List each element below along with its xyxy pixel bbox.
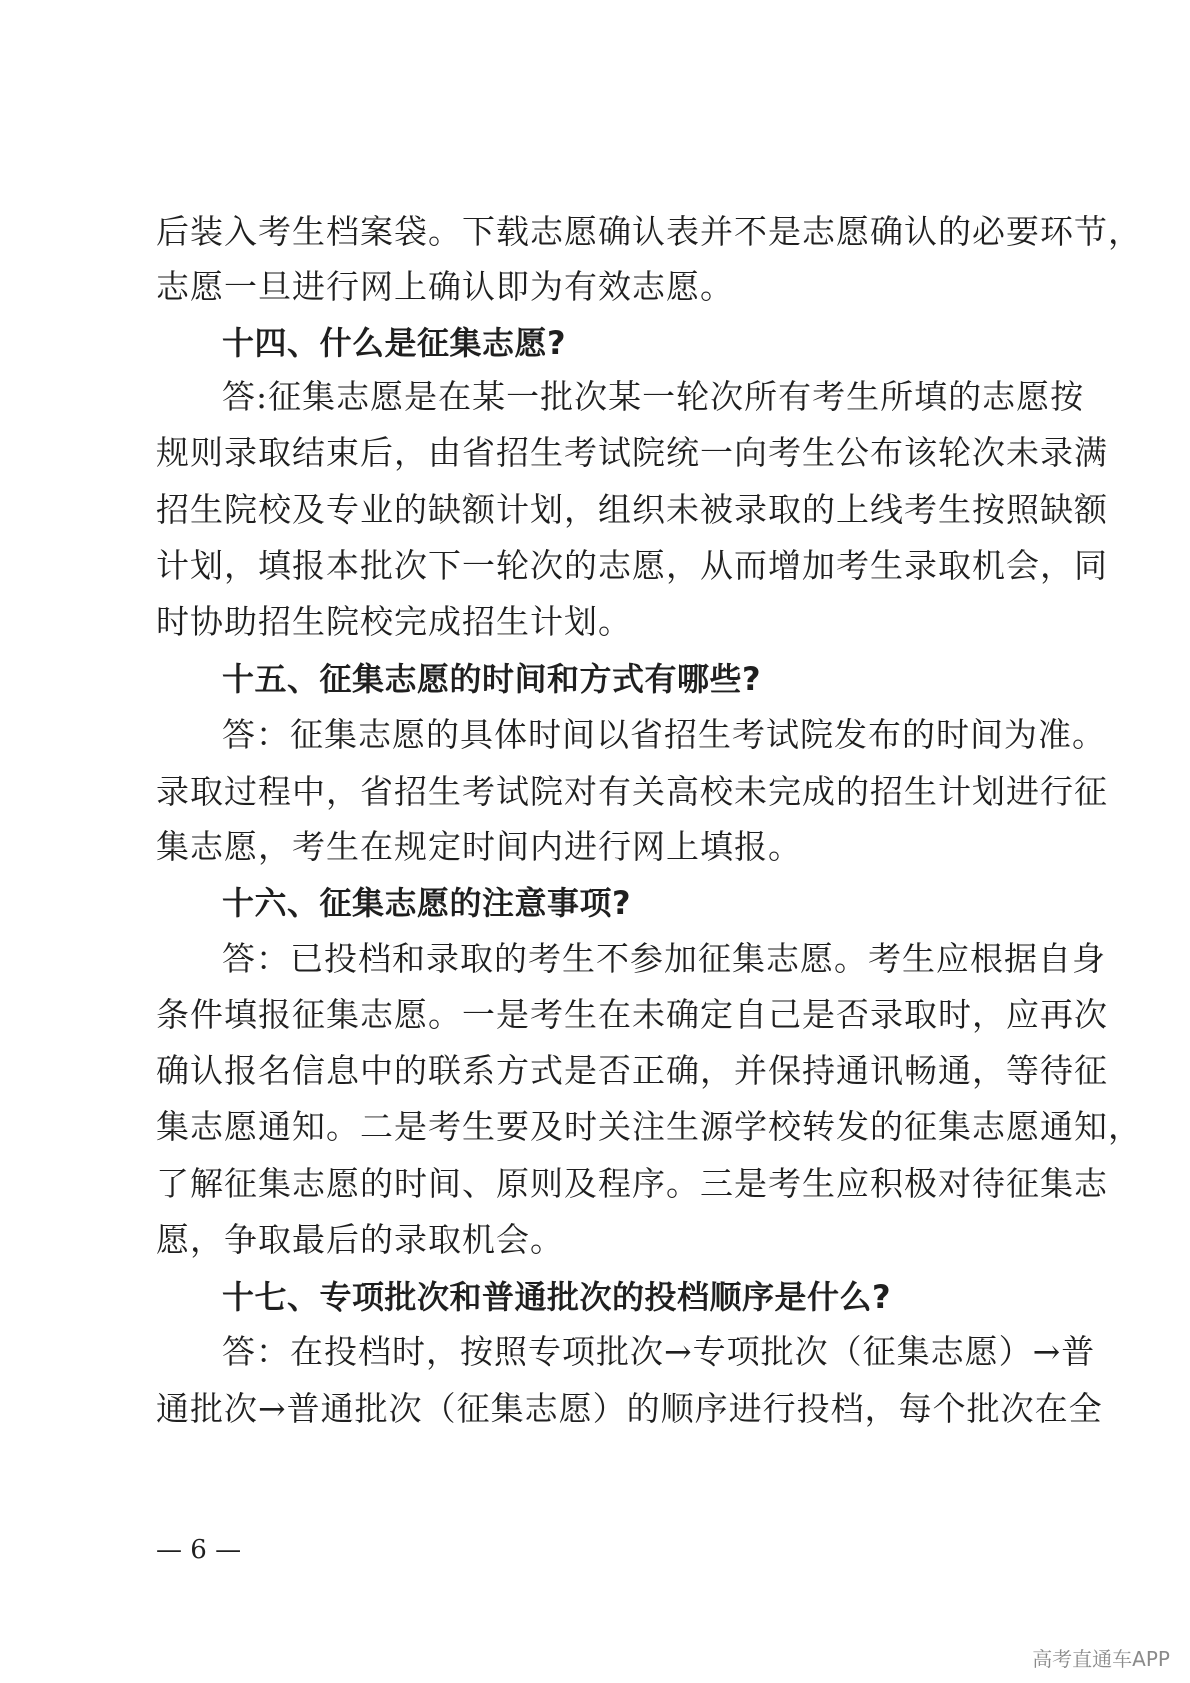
body-text-line: 答：在投档时，按照专项批次→专项批次（征集志愿）→普 [222, 1332, 1096, 1371]
body-text-line: 招生院校及专业的缺额计划，组织未被录取的上线考生按照缺额 [156, 490, 1108, 529]
body-text-line: 通批次→普通批次（征集志愿）的顺序进行投档，每个批次在全 [156, 1389, 1103, 1428]
watermark: 高考直通车APP [1032, 1647, 1170, 1671]
body-text-line: 计划，填报本批次下一轮次的志愿，从而增加考生录取机会，同 [156, 546, 1108, 585]
body-text-line: 后装入考生档案袋。下载志愿确认表并不是志愿确认的必要环节， [156, 212, 1142, 251]
body-text-line: 集志愿通知。二是考生要及时关注生源学校转发的征集志愿通知， [156, 1107, 1142, 1146]
section-heading: 十七、专项批次和普通批次的投档顺序是什么? [222, 1278, 892, 1316]
body-text-line: 集志愿，考生在规定时间内进行网上填报。 [156, 827, 802, 866]
section-heading: 十四、什么是征集志愿? [222, 324, 567, 362]
body-text-line: 答：征集志愿的具体时间以省招生考试院发布的时间为准。 [222, 715, 1106, 754]
body-text-line: 条件填报征集志愿。一是考生在未确定自己是否录取时，应再次 [156, 995, 1108, 1034]
body-text-line: 了解征集志愿的时间、原则及程序。三是考生应积极对待征集志 [156, 1164, 1108, 1203]
body-text-line: 愿，争取最后的录取机会。 [156, 1220, 564, 1259]
body-text-line: 答：已投档和录取的考生不参加征集志愿。考生应根据自身 [222, 939, 1106, 978]
body-text-line: 录取过程中，省招生考试院对有关高校未完成的招生计划进行征 [156, 772, 1108, 811]
body-text-line: 答:征集志愿是在某一批次某一轮次所有考生所填的志愿按 [222, 377, 1085, 416]
body-text-line: 时协助招生院校完成招生计划。 [156, 602, 632, 641]
section-heading: 十五、征集志愿的时间和方式有哪些? [222, 660, 762, 698]
section-heading: 十六、征集志愿的注意事项? [222, 884, 632, 922]
body-text-line: 确认报名信息中的联系方式是否正确，并保持通讯畅通，等待征 [156, 1051, 1108, 1090]
body-text-line: 志愿一旦进行网上确认即为有效志愿。 [156, 267, 734, 306]
page-number: — 6 — [156, 1535, 242, 1565]
body-text-line: 规则录取结束后，由省招生考试院统一向考生公布该轮次未录满 [156, 433, 1108, 472]
